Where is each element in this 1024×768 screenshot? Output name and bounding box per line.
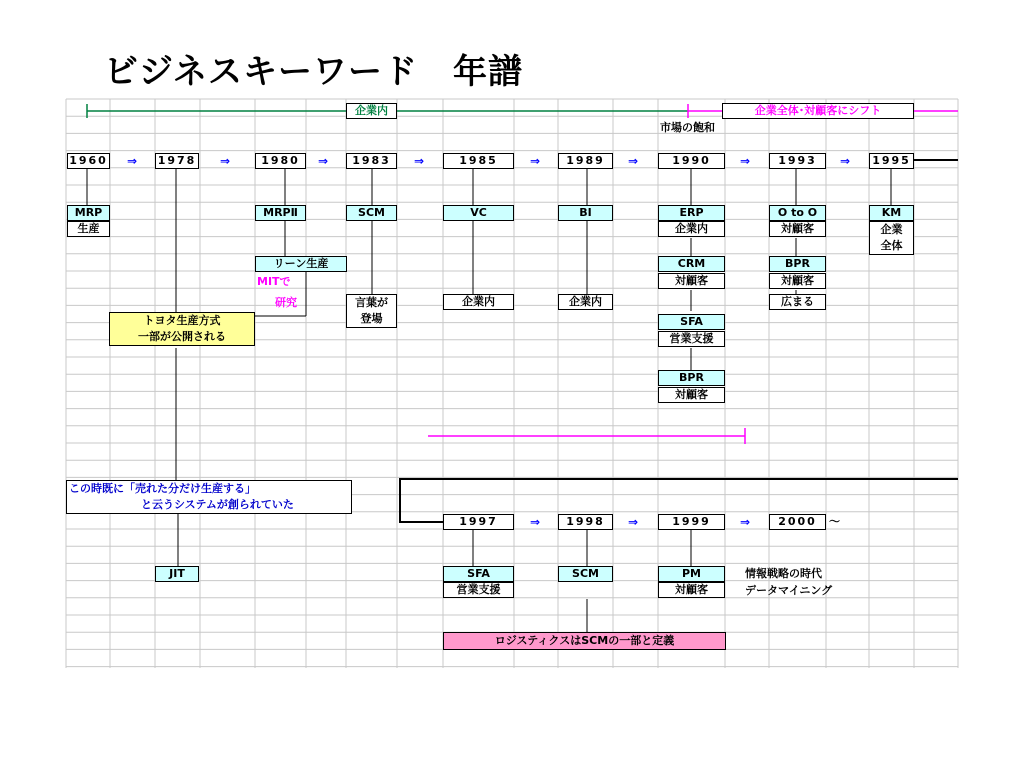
keyword-bpr-1993: BPR — [769, 256, 826, 272]
toyota-line-1: トヨタ生産方式 — [143, 314, 221, 327]
keyword-vc: VC — [443, 205, 514, 221]
tilde-mark: ～ — [829, 515, 840, 528]
keyword-bpr-1993-note: 広まる — [769, 294, 826, 310]
jit-note-line-2: と云うシステムが創られていた — [141, 498, 294, 511]
mit-note: MITで — [257, 275, 291, 288]
arrow-icon: ⇒ — [530, 154, 541, 168]
keyword-mrp2: MRPⅡ — [255, 205, 306, 221]
year-1995: 1995 — [869, 153, 914, 169]
scm-note-line-1: 言葉が — [355, 296, 388, 309]
year-1983: 1983 — [346, 153, 397, 169]
year-1960: 1960 — [67, 153, 110, 169]
keyword-crm-area: 対顧客 — [658, 273, 725, 289]
data-mining-label: データマイニング — [745, 584, 833, 597]
arrow-icon: ⇒ — [740, 154, 751, 168]
keyword-mrp: MRP — [67, 205, 110, 221]
year-1978: 1978 — [155, 153, 199, 169]
keyword-erp: ERP — [658, 205, 725, 221]
keyword-sfa-1997-area: 営業支援 — [443, 582, 514, 598]
arrow-icon: ⇒ — [220, 154, 231, 168]
keyword-scm-1998: SCM — [558, 566, 613, 582]
keyword-bpr-area: 対顧客 — [658, 387, 725, 403]
era-label: 情報戦略の時代 — [745, 567, 822, 580]
keyword-vc-area: 企業内 — [443, 294, 514, 310]
year-1999: 1999 — [658, 514, 725, 530]
jit-note-line-1: この時既に「売れた分だけ生産する」 — [69, 482, 256, 495]
year-1993: 1993 — [769, 153, 826, 169]
keyword-pm-area: 対顧客 — [658, 582, 725, 598]
year-1998: 1998 — [558, 514, 613, 530]
km-area-line-2: 全体 — [880, 239, 903, 252]
arrow-icon: ⇒ — [318, 154, 329, 168]
toyota-production-box — [109, 312, 255, 346]
year-1997: 1997 — [443, 514, 514, 530]
arrow-icon: ⇒ — [414, 154, 425, 168]
year-1985: 1985 — [443, 153, 514, 169]
arrow-icon: ⇒ — [628, 154, 639, 168]
toyota-line-2: 一部が公開される — [138, 330, 226, 343]
scm-note-box — [346, 294, 397, 328]
km-area-line-1: 企業 — [880, 223, 903, 236]
mit-note-2: 研究 — [275, 296, 297, 309]
keyword-sfa-area: 営業支援 — [658, 331, 725, 347]
year-1989: 1989 — [558, 153, 613, 169]
arrow-icon: ⇒ — [530, 515, 541, 529]
keyword-o-to-o-area: 対顧客 — [769, 221, 826, 237]
arrow-icon: ⇒ — [628, 515, 639, 529]
year-1980: 1980 — [255, 153, 306, 169]
keyword-crm: CRM — [658, 256, 725, 272]
keyword-erp-area: 企業内 — [658, 221, 725, 237]
keyword-km-area — [869, 221, 914, 255]
keyword-km: KM — [869, 205, 914, 221]
keyword-jit: JIT — [155, 566, 199, 582]
keyword-bpr-1993-area: 対顧客 — [769, 273, 826, 289]
arrow-icon: ⇒ — [840, 154, 851, 168]
keyword-o-to-o: O to O — [769, 205, 826, 221]
keyword-bi-area: 企業内 — [558, 294, 613, 310]
page-title: ビジネスキーワード 年譜 — [104, 52, 523, 92]
keyword-scm: SCM — [346, 205, 397, 221]
keyword-bpr: BPR — [658, 370, 725, 386]
jit-note-box — [66, 480, 352, 514]
year-1990: 1990 — [658, 153, 725, 169]
phase-enterprise-label: 企業全体･対顧客にシフト — [722, 103, 914, 119]
keyword-pm: PM — [658, 566, 725, 582]
arrow-icon: ⇒ — [127, 154, 138, 168]
year-2000: 2000 — [769, 514, 826, 530]
keyword-bi: BI — [558, 205, 613, 221]
phase-internal-label: 企業内 — [346, 103, 397, 119]
logistics-definition-box: ロジスティクスはSCMの一部と定義 — [443, 632, 726, 650]
keyword-mrp-area: 生産 — [67, 221, 110, 237]
keyword-lean-production: リーン生産 — [255, 256, 347, 272]
arrow-icon: ⇒ — [740, 515, 751, 529]
keyword-sfa: SFA — [658, 314, 725, 330]
market-saturation-label: 市場の飽和 — [660, 121, 715, 134]
scm-note-line-2: 登場 — [360, 312, 383, 325]
keyword-sfa-1997: SFA — [443, 566, 514, 582]
